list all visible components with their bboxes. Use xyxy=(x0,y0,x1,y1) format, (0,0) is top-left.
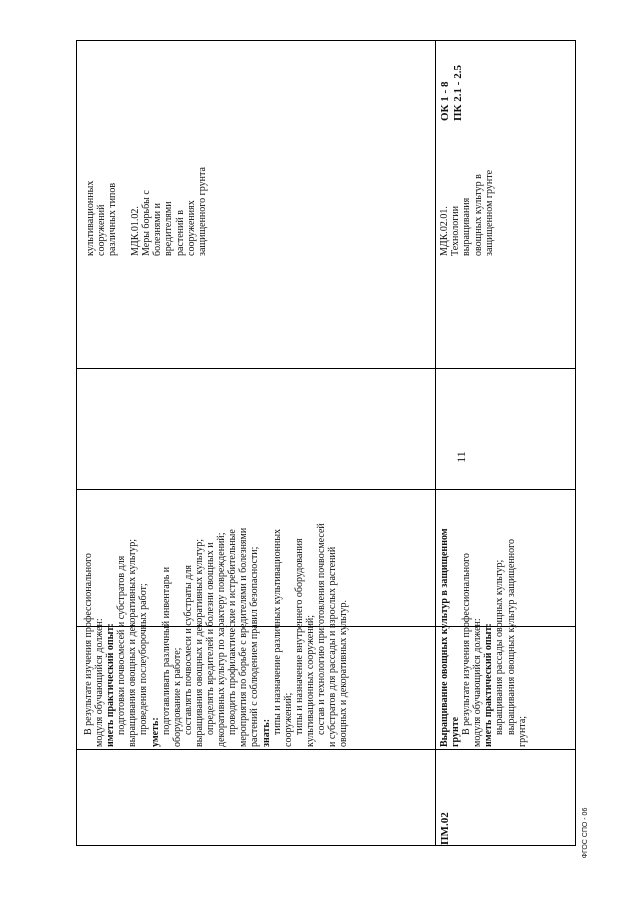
text-line: оборудование к работе; xyxy=(171,647,183,747)
text-line: подготовки почвосмесей и субстратов для xyxy=(116,555,128,735)
text-line: МДК.01.02. xyxy=(129,206,141,256)
text-line: модуля обучающийся должен: xyxy=(472,618,484,747)
text-line: сооружений; xyxy=(282,692,294,747)
landscape-table xyxy=(76,40,576,846)
text-line: проводить профилактические и истребительные xyxy=(227,529,239,735)
row1-mdk xyxy=(85,51,208,256)
text-line: подготавливать различный инвентарь и xyxy=(160,566,172,735)
text-line: Меры борьбы с xyxy=(141,190,153,256)
text-line: типы и назначение различных культивационных xyxy=(271,528,283,735)
text-line: сооружений xyxy=(96,204,108,256)
text-line: защищенном грунте xyxy=(483,169,495,256)
row-line xyxy=(435,41,436,845)
text-line: В результате изучения профессионального xyxy=(461,553,473,735)
strip-line xyxy=(77,749,575,750)
text-line: сооружениях xyxy=(185,200,197,256)
text-line: овощных культур в xyxy=(472,174,484,256)
text-line: ПК 2.1 - 2.5 xyxy=(452,65,464,121)
text-line: различных типов xyxy=(107,182,119,256)
text-line: типы и назначение внутреннего оборудования xyxy=(293,538,305,735)
strip-line xyxy=(77,368,575,369)
text-line: выращивания овощных культур защищенного xyxy=(505,538,517,735)
text-line: состав и технологию приготовления почвосмесей xyxy=(315,523,327,735)
text-line: болезнями и xyxy=(152,203,164,256)
text-line: иметь практический опыт: xyxy=(105,623,117,747)
page-number: 11 xyxy=(454,451,468,463)
text-line: выращивания овощных и декоративных культур; xyxy=(127,538,139,747)
text-line: декоративных культур по характеру повреждений; xyxy=(216,532,228,747)
text-line: выращивания xyxy=(461,197,473,256)
text-line: выращивания овощных и декоративных культур; xyxy=(193,538,205,747)
footer-form-code: ФГОС СПО - 06 xyxy=(582,807,589,859)
text-line: грунта; xyxy=(516,715,528,747)
text-line: культивационных xyxy=(85,180,96,256)
text-line: грунте xyxy=(450,716,462,747)
text-line: В результате изучения профессионального xyxy=(83,553,94,735)
text-line: культивационных сооружений; xyxy=(304,614,316,747)
text-line: растений с соблюдением правил безопасности; xyxy=(249,546,261,747)
text-line: Выращивание овощных культур в защищенном xyxy=(439,528,450,747)
text-line: выращивания рассады овощных культур; xyxy=(494,559,506,735)
text-line: знать: xyxy=(260,718,272,747)
text-line xyxy=(119,51,130,256)
text-line: ОК 1 - 8 xyxy=(439,81,451,121)
text-line: уметь: xyxy=(149,717,161,747)
text-line: составлять почвосмеси и субстраты для xyxy=(182,565,194,735)
row2-content xyxy=(439,447,528,747)
text-line: проведения послеуборочных работ; xyxy=(138,583,150,735)
row1-content xyxy=(83,447,349,747)
text-line: растений в xyxy=(174,210,186,256)
text-line: определять вредителей и болезни овощных и xyxy=(205,542,217,735)
text-line: овощных и декоративных культур. xyxy=(338,599,350,747)
module-code: ПМ.02 xyxy=(439,812,451,845)
text-line: Технологии xyxy=(450,205,462,256)
text-line: и субстратов для рассады и взрослых растений xyxy=(327,546,339,747)
text-line: иметь практический опыт: xyxy=(483,623,495,747)
text-line: МДК.02.01. xyxy=(439,206,450,256)
row2-competencies xyxy=(439,41,465,121)
text-line: мероприятия по борьбе с вредителями и болезнями xyxy=(238,527,250,747)
text-line: модуля обучающийся должен: xyxy=(94,618,106,747)
text-line: вредителями xyxy=(163,201,175,256)
text-line: защищенного грунта xyxy=(197,167,209,256)
row2-code xyxy=(439,755,452,845)
